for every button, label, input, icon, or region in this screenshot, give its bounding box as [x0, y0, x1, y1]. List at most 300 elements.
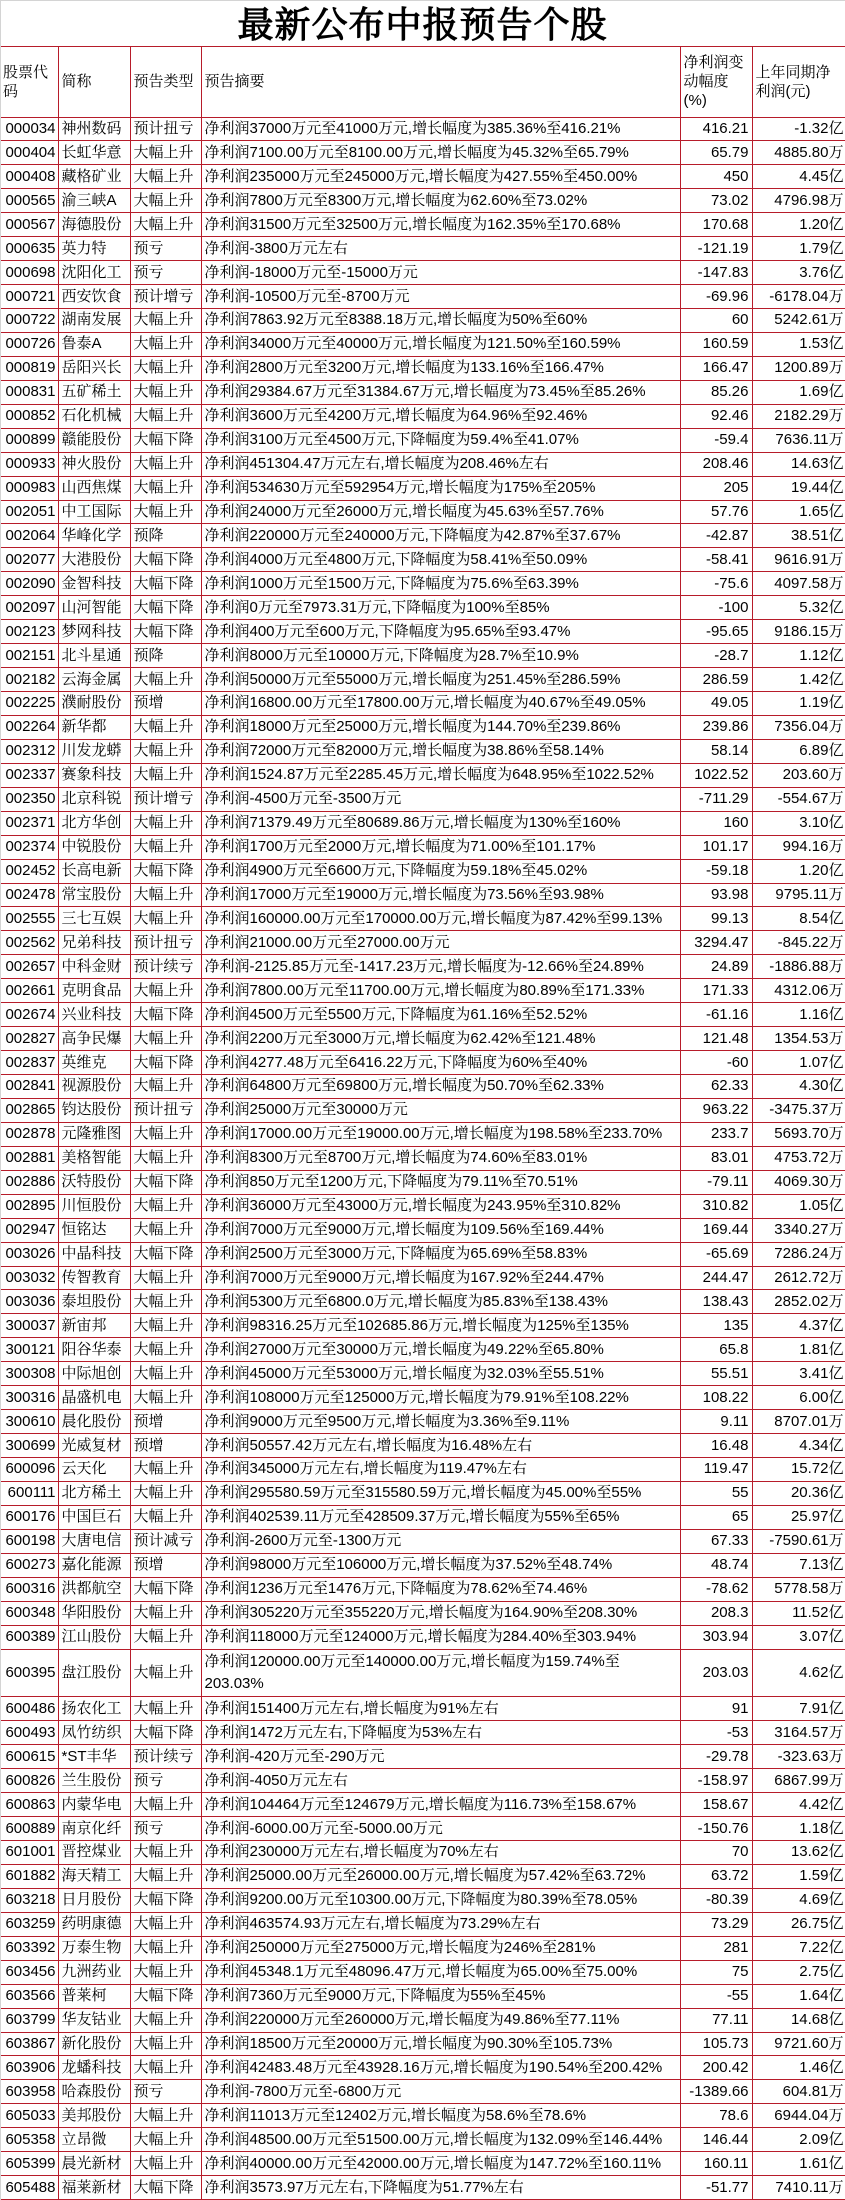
prev-year-profit-cell: 3340.27万: [752, 1218, 845, 1242]
forecast-type-cell: 大幅上升: [130, 835, 201, 859]
stock-code-cell: 300121: [0, 1338, 58, 1362]
table-row: [0, 955, 845, 979]
forecast-summary-cell: 净利润120000.00万元至140000.00万元,增长幅度为159.74%至203.03%: [201, 1649, 680, 1697]
table-row: [0, 2104, 845, 2128]
profit-change-pct-cell: 108.22: [680, 1386, 752, 1410]
profit-change-pct-cell: 9.11: [680, 1410, 752, 1434]
profit-change-pct-cell: 70: [680, 1841, 752, 1865]
stock-name-cell: 新化股份: [58, 2032, 130, 2056]
profit-change-pct-cell: -55: [680, 1984, 752, 2008]
stock-code-cell: 002051: [0, 500, 58, 524]
profit-change-pct-cell: 208.3: [680, 1601, 752, 1625]
prev-year-profit-cell: 4.37亿: [752, 1314, 845, 1338]
prev-year-profit-cell: 1.65亿: [752, 500, 845, 524]
stock-name-cell: 光威复材: [58, 1434, 130, 1458]
forecast-type-cell: 大幅上升: [130, 1122, 201, 1146]
forecast-summary-cell: 净利润402539.11万元至428509.37万元,增长幅度为55%至65%: [201, 1505, 680, 1529]
table-row: [0, 1745, 845, 1769]
forecast-summary-cell: 净利润17000万元至19000万元,增长幅度为73.56%至93.98%: [201, 883, 680, 907]
prev-year-profit-cell: 9186.15万: [752, 620, 845, 644]
table-row: [0, 1984, 845, 2008]
prev-year-profit-cell: 11.52亿: [752, 1601, 845, 1625]
forecast-type-cell: 大幅上升: [130, 309, 201, 333]
prev-year-profit-cell: 4.62亿: [752, 1649, 845, 1697]
forecast-type-cell: 预计续亏: [130, 1745, 201, 1769]
stock-code-cell: 600273: [0, 1553, 58, 1577]
stock-name-cell: 英维克: [58, 1051, 130, 1075]
forecast-type-cell: 大幅上升: [130, 380, 201, 404]
prev-year-profit-cell: 9721.60万: [752, 2032, 845, 2056]
stock-code-cell: 603867: [0, 2032, 58, 2056]
stock-name-cell: 沈阳化工: [58, 261, 130, 285]
stock-name-cell: 高争民爆: [58, 1027, 130, 1051]
forecast-type-cell: 大幅上升: [130, 1458, 201, 1482]
profit-change-pct-cell: 170.68: [680, 213, 752, 237]
stock-code-cell: 003032: [0, 1266, 58, 1290]
stock-name-cell: 金智科技: [58, 572, 130, 596]
profit-change-pct-cell: 65.8: [680, 1338, 752, 1362]
table-row: [0, 835, 845, 859]
profit-change-pct-cell: 101.17: [680, 835, 752, 859]
forecast-summary-cell: 净利润220000万元至260000万元,增长幅度为49.86%至77.11%: [201, 2008, 680, 2032]
forecast-summary-cell: 净利润45348.1万元至48096.47万元,增长幅度为65.00%至75.00%: [201, 1960, 680, 1984]
table-row: [0, 2152, 845, 2176]
stock-name-cell: 凤竹纺织: [58, 1721, 130, 1745]
prev-year-profit-cell: -7590.61万: [752, 1529, 845, 1553]
prev-year-profit-cell: 4885.80万: [752, 141, 845, 165]
stock-code-cell: 003026: [0, 1242, 58, 1266]
forecast-summary-cell: 净利润1472万元左右,下降幅度为53%左右: [201, 1721, 680, 1745]
profit-change-pct-cell: -150.76: [680, 1817, 752, 1841]
table-row: [0, 1721, 845, 1745]
forecast-summary-cell: 净利润50557.42万元左右,增长幅度为16.48%左右: [201, 1434, 680, 1458]
table-row: [0, 2008, 845, 2032]
table-row: [0, 739, 845, 763]
table-row: [0, 1864, 845, 1888]
forecast-summary-cell: 净利润3573.97万元左右,下降幅度为51.77%左右: [201, 2176, 680, 2200]
table-row: [0, 1290, 845, 1314]
forecast-summary-cell: 净利润8000万元至10000万元,下降幅度为28.7%至10.9%: [201, 644, 680, 668]
prev-year-profit-cell: 203.60万: [752, 763, 845, 787]
table-row: [0, 1625, 845, 1649]
table-row: [0, 715, 845, 739]
forecast-summary-cell: 净利润7800万元至8300万元,增长幅度为62.60%至73.02%: [201, 189, 680, 213]
forecast-summary-cell: 净利润7000万元至9000万元,增长幅度为167.92%至244.47%: [201, 1266, 680, 1290]
profit-change-pct-cell: -59.18: [680, 859, 752, 883]
forecast-summary-cell: 净利润-18000万元至-15000万元: [201, 261, 680, 285]
stock-name-cell: 美邦股份: [58, 2104, 130, 2128]
prev-year-profit-cell: 604.81万: [752, 2080, 845, 2104]
prev-year-profit-cell: 7.13亿: [752, 1553, 845, 1577]
prev-year-profit-cell: -554.67万: [752, 787, 845, 811]
forecast-summary-cell: 净利润16800.00万元至17800.00万元,增长幅度为40.67%至49.05%: [201, 692, 680, 716]
stock-name-cell: 晋控煤业: [58, 1841, 130, 1865]
forecast-type-cell: 大幅上升: [130, 213, 201, 237]
prev-year-profit-cell: 7410.11万: [752, 2176, 845, 2200]
forecast-summary-cell: 净利润0万元至7973.31万元,下降幅度为100%至85%: [201, 596, 680, 620]
stock-code-cell: 601882: [0, 1864, 58, 1888]
prev-year-profit-cell: 4312.06万: [752, 979, 845, 1003]
table-row: [0, 1075, 845, 1099]
forecast-type-cell: 大幅上升: [130, 189, 201, 213]
table-body: [0, 117, 845, 2200]
forecast-summary-cell: 净利润305220万元至355220万元,增长幅度为164.90%至208.30%: [201, 1601, 680, 1625]
stock-code-cell: 000565: [0, 189, 58, 213]
table-row: [0, 644, 845, 668]
forecast-summary-cell: 净利润31500万元至32500万元,增长幅度为162.35%至170.68%: [201, 213, 680, 237]
stock-code-cell: 000726: [0, 332, 58, 356]
stock-name-cell: 神州数码: [58, 117, 130, 141]
table-row: [0, 763, 845, 787]
stock-name-cell: 视源股份: [58, 1075, 130, 1099]
forecast-summary-cell: 净利润21000.00万元至27000.00万元: [201, 931, 680, 955]
profit-change-pct-cell: 55: [680, 1481, 752, 1505]
profit-change-pct-cell: 135: [680, 1314, 752, 1338]
stock-name-cell: 华峰化学: [58, 524, 130, 548]
stock-code-cell: 000034: [0, 117, 58, 141]
stock-name-cell: 中工国际: [58, 500, 130, 524]
stock-name-cell: 川恒股份: [58, 1194, 130, 1218]
profit-change-pct-cell: 49.05: [680, 692, 752, 716]
forecast-type-cell: 大幅上升: [130, 476, 201, 500]
stock-name-cell: 晨光新材: [58, 2152, 130, 2176]
prev-year-profit-cell: 2.75亿: [752, 1960, 845, 1984]
forecast-type-cell: 大幅上升: [130, 2032, 201, 2056]
stock-code-cell: 002841: [0, 1075, 58, 1099]
stock-name-cell: 常宝股份: [58, 883, 130, 907]
profit-change-pct-cell: 57.76: [680, 500, 752, 524]
prev-year-profit-cell: 38.51亿: [752, 524, 845, 548]
forecast-type-cell: 大幅上升: [130, 141, 201, 165]
profit-change-pct-cell: 205: [680, 476, 752, 500]
forecast-summary-cell: 净利润18500万元至20000万元,增长幅度为90.30%至105.73%: [201, 2032, 680, 2056]
profit-change-pct-cell: 138.43: [680, 1290, 752, 1314]
stock-name-cell: 泰坦股份: [58, 1290, 130, 1314]
forecast-summary-cell: 净利润400万元至600万元,下降幅度为95.65%至93.47%: [201, 620, 680, 644]
profit-change-pct-cell: -65.69: [680, 1242, 752, 1266]
prev-year-profit-cell: 8.54亿: [752, 907, 845, 931]
stock-code-cell: 603566: [0, 1984, 58, 2008]
table-row: [0, 189, 845, 213]
stock-name-cell: 传智教育: [58, 1266, 130, 1290]
prev-year-profit-cell: 6944.04万: [752, 2104, 845, 2128]
forecast-type-cell: 大幅上升: [130, 165, 201, 189]
forecast-type-cell: 大幅上升: [130, 1218, 201, 1242]
profit-change-pct-cell: -75.6: [680, 572, 752, 596]
forecast-type-cell: 大幅上升: [130, 2152, 201, 2176]
stock-code-cell: 002337: [0, 763, 58, 787]
forecast-type-cell: 大幅上升: [130, 1290, 201, 1314]
table-row: [0, 620, 845, 644]
forecast-summary-cell: 净利润-7800万元至-6800万元: [201, 2080, 680, 2104]
forecast-summary-cell: 净利润220000万元至240000万元,下降幅度为42.87%至37.67%: [201, 524, 680, 548]
stock-code-cell: 601001: [0, 1841, 58, 1865]
forecast-type-cell: 大幅上升: [130, 763, 201, 787]
profit-change-pct-cell: 416.21: [680, 117, 752, 141]
stock-code-cell: 002123: [0, 620, 58, 644]
forecast-summary-cell: 净利润151400万元左右,增长幅度为91%左右: [201, 1697, 680, 1721]
forecast-summary-cell: 净利润-4050万元左右: [201, 1769, 680, 1793]
stock-name-cell: 大唐电信: [58, 1529, 130, 1553]
prev-year-profit-cell: 4097.58万: [752, 572, 845, 596]
prev-year-profit-cell: 1.79亿: [752, 237, 845, 261]
table-row: [0, 332, 845, 356]
forecast-type-cell: 预增: [130, 692, 201, 716]
stock-name-cell: 西安饮食: [58, 285, 130, 309]
profit-change-pct-cell: 93.98: [680, 883, 752, 907]
stock-code-cell: 000635: [0, 237, 58, 261]
profit-change-pct-cell: 963.22: [680, 1098, 752, 1122]
prev-year-profit-cell: 6.89亿: [752, 739, 845, 763]
forecast-summary-cell: 净利润3600万元至4200万元,增长幅度为64.96%至92.46%: [201, 404, 680, 428]
forecast-type-cell: 大幅下降: [130, 859, 201, 883]
table-row: [0, 1242, 845, 1266]
forecast-summary-cell: 净利润160000.00万元至170000.00万元,增长幅度为87.42%至99.13%: [201, 907, 680, 931]
table-row: [0, 1362, 845, 1386]
stock-code-cell: 603218: [0, 1888, 58, 1912]
stock-name-cell: 山河智能: [58, 596, 130, 620]
profit-change-pct-cell: 281: [680, 1936, 752, 1960]
forecast-summary-cell: 净利润-2600万元至-1300万元: [201, 1529, 680, 1553]
profit-change-pct-cell: -53: [680, 1721, 752, 1745]
forecast-summary-cell: 净利润45000万元至53000万元,增长幅度为32.03%至55.51%: [201, 1362, 680, 1386]
prev-year-profit-cell: 25.97亿: [752, 1505, 845, 1529]
forecast-type-cell: 大幅上升: [130, 356, 201, 380]
stock-code-cell: 002064: [0, 524, 58, 548]
prev-year-profit-cell: 7356.04万: [752, 715, 845, 739]
stock-code-cell: 002895: [0, 1194, 58, 1218]
forecast-type-cell: 大幅上升: [130, 1266, 201, 1290]
forecast-type-cell: 预计续亏: [130, 955, 201, 979]
stock-code-cell: 002225: [0, 692, 58, 716]
forecast-type-cell: 大幅上升: [130, 2056, 201, 2080]
forecast-summary-cell: 净利润7360万元至9000万元,下降幅度为55%至45%: [201, 1984, 680, 2008]
profit-change-pct-cell: 60: [680, 309, 752, 333]
stock-code-cell: 000567: [0, 213, 58, 237]
prev-year-profit-cell: 19.44亿: [752, 476, 845, 500]
forecast-type-cell: 预计增亏: [130, 285, 201, 309]
stock-name-cell: 梦网科技: [58, 620, 130, 644]
stock-code-cell: 002827: [0, 1027, 58, 1051]
prev-year-profit-cell: 7.91亿: [752, 1697, 845, 1721]
prev-year-profit-cell: 1.20亿: [752, 213, 845, 237]
table-row: [0, 1338, 845, 1362]
profit-change-pct-cell: 160.59: [680, 332, 752, 356]
forecast-type-cell: 大幅下降: [130, 572, 201, 596]
table-row: [0, 1314, 845, 1338]
stock-code-cell: 002947: [0, 1218, 58, 1242]
table-row: [0, 787, 845, 811]
prev-year-profit-cell: 3.76亿: [752, 261, 845, 285]
table-row: [0, 1529, 845, 1553]
stock-code-cell: 300699: [0, 1434, 58, 1458]
stock-name-cell: 神火股份: [58, 452, 130, 476]
profit-change-pct-cell: -58.41: [680, 548, 752, 572]
forecast-type-cell: 大幅下降: [130, 428, 201, 452]
stock-name-cell: 藏格矿业: [58, 165, 130, 189]
stock-name-cell: 大港股份: [58, 548, 130, 572]
stock-name-cell: 元隆雅图: [58, 1122, 130, 1146]
stock-code-cell: 300316: [0, 1386, 58, 1410]
stock-name-cell: 云海金属: [58, 668, 130, 692]
stock-code-cell: 000698: [0, 261, 58, 285]
stock-code-cell: 000852: [0, 404, 58, 428]
profit-change-pct-cell: 3294.47: [680, 931, 752, 955]
forecast-type-cell: 大幅下降: [130, 1721, 201, 1745]
table-row: [0, 979, 845, 1003]
forecast-summary-cell: 净利润40000.00万元至42000.00万元,增长幅度为147.72%至160.11%: [201, 2152, 680, 2176]
stock-name-cell: 晶盛机电: [58, 1386, 130, 1410]
prev-year-profit-cell: 2612.72万: [752, 1266, 845, 1290]
forecast-type-cell: 大幅上升: [130, 452, 201, 476]
profit-change-pct-cell: 119.47: [680, 1458, 752, 1482]
stock-name-cell: 新华都: [58, 715, 130, 739]
stock-name-cell: 中际旭创: [58, 1362, 130, 1386]
profit-change-pct-cell: 85.26: [680, 380, 752, 404]
stock-code-cell: 002077: [0, 548, 58, 572]
table-row: [0, 524, 845, 548]
stock-code-cell: 000819: [0, 356, 58, 380]
table-row: [0, 476, 845, 500]
stock-name-cell: 晨化股份: [58, 1410, 130, 1434]
table-row: [0, 811, 845, 835]
stock-code-cell: 002562: [0, 931, 58, 955]
forecast-summary-cell: 净利润4277.48万元至6416.22万元,下降幅度为60%至40%: [201, 1051, 680, 1075]
table-row: [0, 356, 845, 380]
forecast-type-cell: 预降: [130, 644, 201, 668]
forecast-type-cell: 预计扭亏: [130, 1098, 201, 1122]
prev-year-profit-cell: 9795.11万: [752, 883, 845, 907]
table-row: [0, 883, 845, 907]
prev-year-profit-cell: 26.75亿: [752, 1912, 845, 1936]
stock-code-cell: 600316: [0, 1577, 58, 1601]
forecast-type-cell: 大幅下降: [130, 1577, 201, 1601]
profit-change-pct-cell: 286.59: [680, 668, 752, 692]
forecast-summary-cell: 净利润4000万元至4800万元,下降幅度为58.41%至50.09%: [201, 548, 680, 572]
forecast-summary-cell: 净利润-3800万元左右: [201, 237, 680, 261]
prev-year-profit-cell: 1.07亿: [752, 1051, 845, 1075]
forecast-summary-cell: 净利润463574.93万元左右,增长幅度为73.29%左右: [201, 1912, 680, 1936]
prev-year-profit-cell: -3475.37万: [752, 1098, 845, 1122]
prev-year-profit-cell: 9616.91万: [752, 548, 845, 572]
forecast-summary-cell: 净利润1700万元至2000万元,增长幅度为71.00%至101.17%: [201, 835, 680, 859]
forecast-summary-cell: 净利润534630万元至592954万元,增长幅度为175%至205%: [201, 476, 680, 500]
profit-change-pct-cell: -711.29: [680, 787, 752, 811]
forecast-type-cell: 大幅上升: [130, 2104, 201, 2128]
forecast-type-cell: 预降: [130, 524, 201, 548]
table-row: [0, 117, 845, 141]
forecast-summary-cell: 净利润48500.00万元至51500.00万元,增长幅度为132.09%至146.44%: [201, 2128, 680, 2152]
stock-name-cell: 恒铭达: [58, 1218, 130, 1242]
forecast-type-cell: 预增: [130, 1553, 201, 1577]
table-row: [0, 1912, 845, 1936]
forecast-type-cell: 大幅上升: [130, 739, 201, 763]
forecast-summary-cell: 净利润235000万元至245000万元,增长幅度为427.55%至450.00%: [201, 165, 680, 189]
table-row: [0, 237, 845, 261]
table-row: [0, 692, 845, 716]
prev-year-profit-cell: 7286.24万: [752, 1242, 845, 1266]
profit-change-pct-cell: 203.03: [680, 1649, 752, 1697]
forecast-summary-cell: 净利润11013万元至12402万元,增长幅度为58.6%至78.6%: [201, 2104, 680, 2128]
stock-code-cell: 000899: [0, 428, 58, 452]
prev-year-profit-cell: 1.64亿: [752, 1984, 845, 2008]
stock-code-cell: 000933: [0, 452, 58, 476]
stock-code-cell: 002182: [0, 668, 58, 692]
table-row: [0, 907, 845, 931]
forecast-summary-cell: 净利润9000万元至9500万元,增长幅度为3.36%至9.11%: [201, 1410, 680, 1434]
forecast-summary-cell: 净利润5300万元至6800.0万元,增长幅度为85.83%至138.43%: [201, 1290, 680, 1314]
stock-code-cell: 002674: [0, 1003, 58, 1027]
stock-code-cell: 603958: [0, 2080, 58, 2104]
forecast-summary-cell: 净利润18000万元至25000万元,增长幅度为144.70%至239.86%: [201, 715, 680, 739]
forecast-type-cell: 大幅下降: [130, 1170, 201, 1194]
prev-year-profit-cell: 2.09亿: [752, 2128, 845, 2152]
forecast-type-cell: 大幅上升: [130, 1362, 201, 1386]
stock-code-cell: 600348: [0, 1601, 58, 1625]
profit-change-pct-cell: 244.47: [680, 1266, 752, 1290]
profit-change-pct-cell: 91: [680, 1697, 752, 1721]
forecast-type-cell: 大幅上升: [130, 1146, 201, 1170]
stock-code-cell: 603799: [0, 2008, 58, 2032]
stock-code-cell: 002151: [0, 644, 58, 668]
stock-name-cell: 英力特: [58, 237, 130, 261]
table-row: [0, 2128, 845, 2152]
stock-name-cell: 钧达股份: [58, 1098, 130, 1122]
forecast-type-cell: 大幅上升: [130, 1841, 201, 1865]
forecast-summary-cell: 净利润4500万元至5500万元,下降幅度为61.16%至52.52%: [201, 1003, 680, 1027]
prev-year-profit-cell: 6.00亿: [752, 1386, 845, 1410]
profit-change-pct-cell: 105.73: [680, 2032, 752, 2056]
profit-change-pct-cell: -80.39: [680, 1888, 752, 1912]
stock-name-cell: 江山股份: [58, 1625, 130, 1649]
stock-name-cell: 药明康德: [58, 1912, 130, 1936]
stock-code-cell: 002478: [0, 883, 58, 907]
profit-change-pct-cell: 65: [680, 1505, 752, 1529]
forecast-type-cell: 预亏: [130, 1817, 201, 1841]
forecast-type-cell: 预增: [130, 1410, 201, 1434]
forecast-summary-cell: 净利润-10500万元至-8700万元: [201, 285, 680, 309]
forecast-type-cell: 大幅上升: [130, 1481, 201, 1505]
stock-name-cell: 兄弟科技: [58, 931, 130, 955]
prev-year-profit-cell: 1.53亿: [752, 332, 845, 356]
stock-code-cell: 002837: [0, 1051, 58, 1075]
profit-change-pct-cell: -29.78: [680, 1745, 752, 1769]
stock-name-cell: 中国巨石: [58, 1505, 130, 1529]
forecast-type-cell: 大幅上升: [130, 1936, 201, 1960]
stock-code-cell: 605488: [0, 2176, 58, 2200]
table-row: [0, 309, 845, 333]
table-row: [0, 2080, 845, 2104]
stock-code-cell: 603906: [0, 2056, 58, 2080]
stock-name-cell: 岳阳兴长: [58, 356, 130, 380]
forecast-type-cell: 大幅上升: [130, 1075, 201, 1099]
forecast-type-cell: 大幅上升: [130, 907, 201, 931]
stock-name-cell: 中科金财: [58, 955, 130, 979]
forecast-summary-cell: 净利润8300万元至8700万元,增长幅度为74.60%至83.01%: [201, 1146, 680, 1170]
prev-year-profit-cell: -845.22万: [752, 931, 845, 955]
forecast-type-cell: 大幅上升: [130, 1697, 201, 1721]
forecast-summary-cell: 净利润7100.00万元至8100.00万元,增长幅度为45.32%至65.79%: [201, 141, 680, 165]
profit-change-pct-cell: 92.46: [680, 404, 752, 428]
stock-code-cell: 002881: [0, 1146, 58, 1170]
stock-name-cell: 兰生股份: [58, 1769, 130, 1793]
prev-year-profit-cell: 3164.57万: [752, 1721, 845, 1745]
header-row: [0, 47, 845, 117]
forecast-type-cell: 大幅上升: [130, 1314, 201, 1338]
stock-name-cell: 赣能股份: [58, 428, 130, 452]
prev-year-profit-cell: -6178.04万: [752, 285, 845, 309]
profit-change-pct-cell: 160.11: [680, 2152, 752, 2176]
